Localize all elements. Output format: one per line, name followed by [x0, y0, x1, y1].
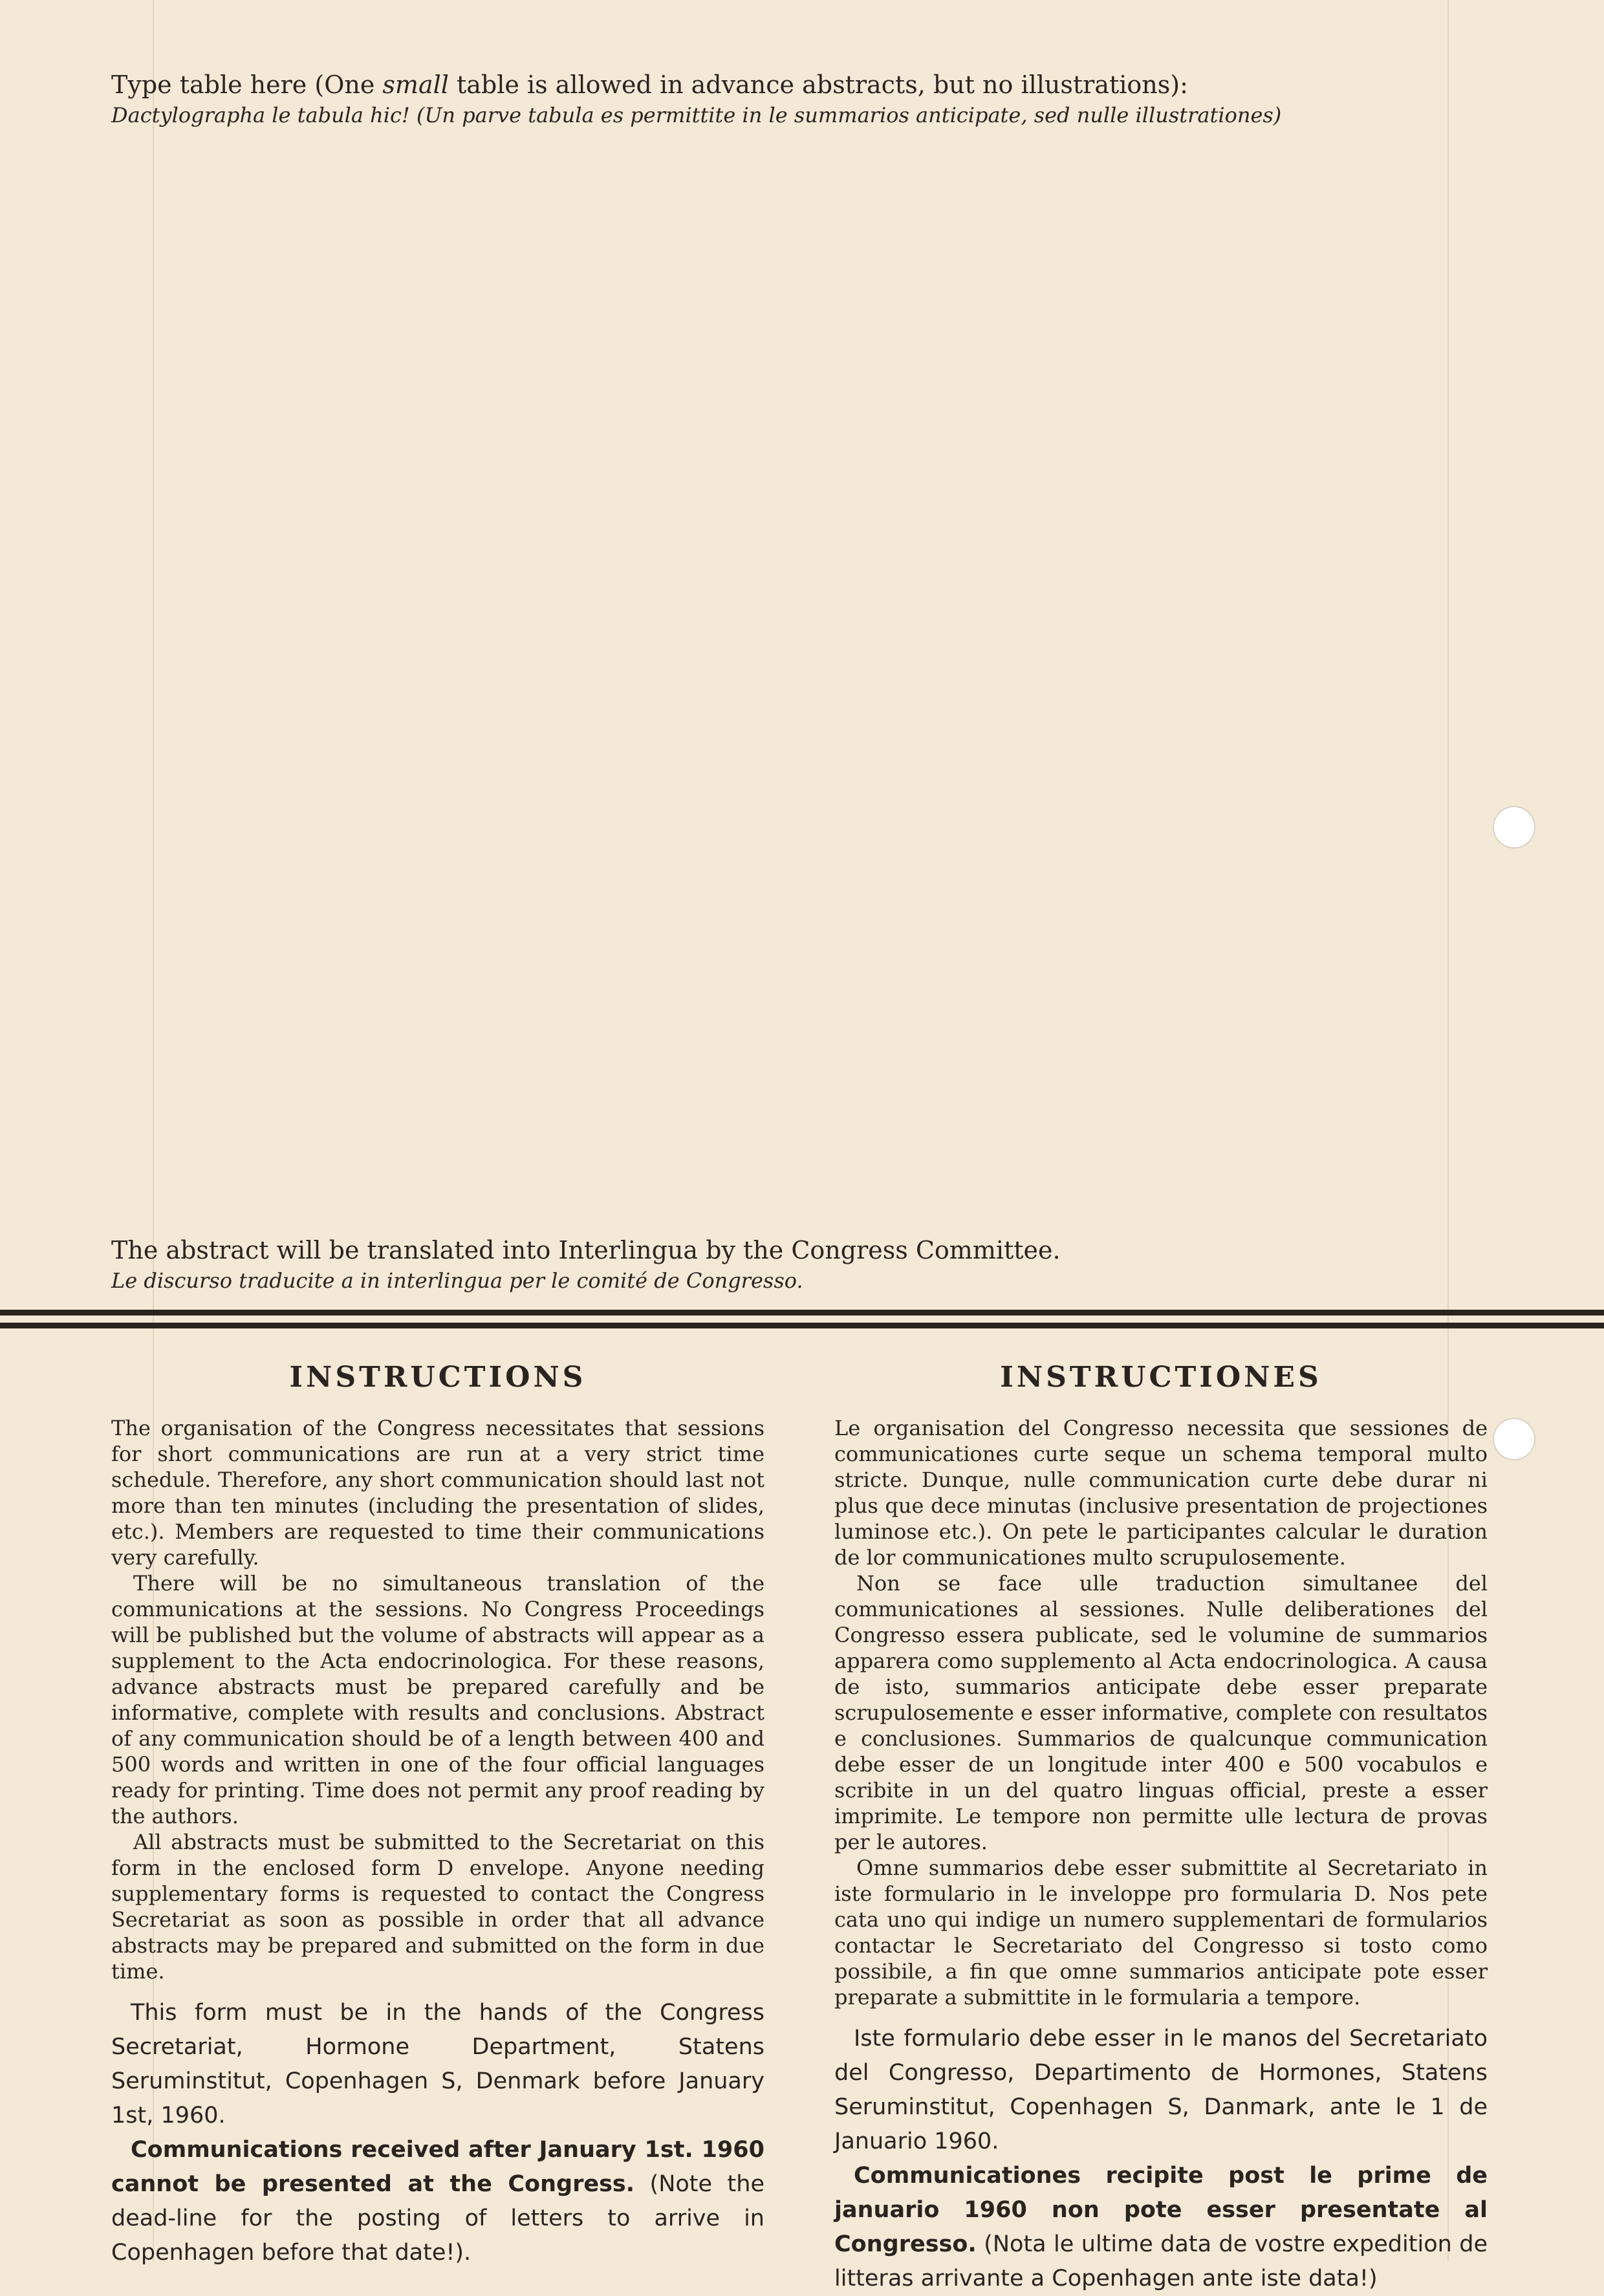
instructions-paragraph: All abstracts must be submitted to the Secretariat on this form in the enclosed form D envelope. Anyone needing supplementary forms is requested to contact the Congress Secretariat as soon as possible in order that all advance abstracts may be prepared and submitted on the form in due time.: [111, 1830, 764, 1984]
instructions-interlingua: [834, 1352, 1488, 2296]
divider-rule: [0, 1310, 1604, 1316]
instructiones-paragraph: Omne summarios debe esser submittite al Secretariato in iste formulario in le inveloppe pro formularia D. Nos pete cata uno qui indige un numero supplementari de formularios contactar le Secretariato del Congresso si tosto como possibile, a fin que omne summarios anticipate pote esser preparate a submittite in le formularia a tempore.: [834, 1856, 1488, 2009]
deadline-notice-ia: Iste formulario debe esser in le manos del Secretariato del Congresso, Departimento de Hormones, Statens Seruminstitut, Copenhagen S, Danmark, ante le 1 de Januario 1960.: [834, 2026, 1488, 2154]
divider-rule: [0, 1323, 1604, 1328]
table-instruction-en: Type table here (One small table is allowed in advance abstracts, but no illustrations):: [111, 70, 1188, 99]
deadline-warning: Communications received after January 1st. 1960 cannot be presented at the Congress. (Note the dead-line for the posting of letters to arrive in Copenhagen before that date!).: [111, 2137, 764, 2266]
table-instruction: [111, 69, 1469, 129]
translation-note-ia: Le discurso traducite a in interlingua per le comité de Congresso.: [111, 1268, 803, 1293]
deadline-warning-ia: Communicationes recipite post le prime de januario 1960 non pote esser presentate al Congresso. (Nota le ultime data de vostre expedition de litteras arrivante a Copenhagen ante iste data!): [834, 2163, 1488, 2291]
table-instruction-ia: Dactylographa le tabula hic! (Un parve tabula es permittite in le summarios anticipate, sed nulle illustrationes): [111, 103, 1282, 127]
instructiones-paragraph: Non se face ulle traduction simultanee del communicationes al sessiones. Nulle deliberationes del Congresso essera publicate, sed le volumine de summarios apparera como supplemento al Acta endocrinologica. A causa de isto, summarios anticipate debe esser preparate scrupulosemente e esser informative, complete con resultatos e conclusiones. Summarios de qualcunque communication debe esser de un longitude inter 400 e 500 vocabulos e scribite in un del quatro linguas official, preste a esser imprimite. Le tempore non permitte ulle lectura de provas per le autores.: [834, 1571, 1488, 1854]
deadline-notice: This form must be in the hands of the Congress Secretariat, Hormone Department, Statens Seruminstitut, Copenhagen S, Denmark before January 1st, 1960.: [111, 2000, 764, 2128]
instructiones-paragraph: Le organisation del Congresso necessita que sessiones de communicationes curte seque un schema temporal multo stricte. Dunque, nulle communication curte debe durar ni plus que dece minutas (inclusive presentation de projectiones luminose etc.). On pete le participantes calcular le duration de lor communicationes multo scrupulosemente.: [834, 1416, 1488, 1570]
translation-note-en: The abstract will be translated into Interlingua by the Congress Committee.: [111, 1236, 1061, 1264]
punch-hole: [1494, 807, 1534, 847]
instructions-english: [111, 1352, 764, 2270]
instructiones-heading: INSTRUCTIONES: [1000, 1361, 1322, 1394]
instructions-paragraph: There will be no simultaneous translation of the communications at the sessions. No Congress Proceedings will be published but the volume of abstracts will appear as a supplement to the Acta endocrinologica. For these reasons, advance abstracts must be prepared carefully and be informative, complete with results and conclusions. Abstract of any communication should be of a length between 400 and 500 words and written in one of the four official languages ready for printing. Time does not permit any proof reading by the authors.: [111, 1571, 764, 1828]
punch-hole: [1494, 1419, 1534, 1459]
instructions-heading: INSTRUCTIONS: [289, 1361, 587, 1394]
translation-note: [111, 1234, 1211, 1295]
instructions-paragraph: The organisation of the Congress necessitates that sessions for short communications are run at a very strict time schedule. Therefore, any short communication should last not more than ten minutes (including the presentation of slides, etc.). Members are requested to time their communications very carefully.: [111, 1416, 764, 1570]
